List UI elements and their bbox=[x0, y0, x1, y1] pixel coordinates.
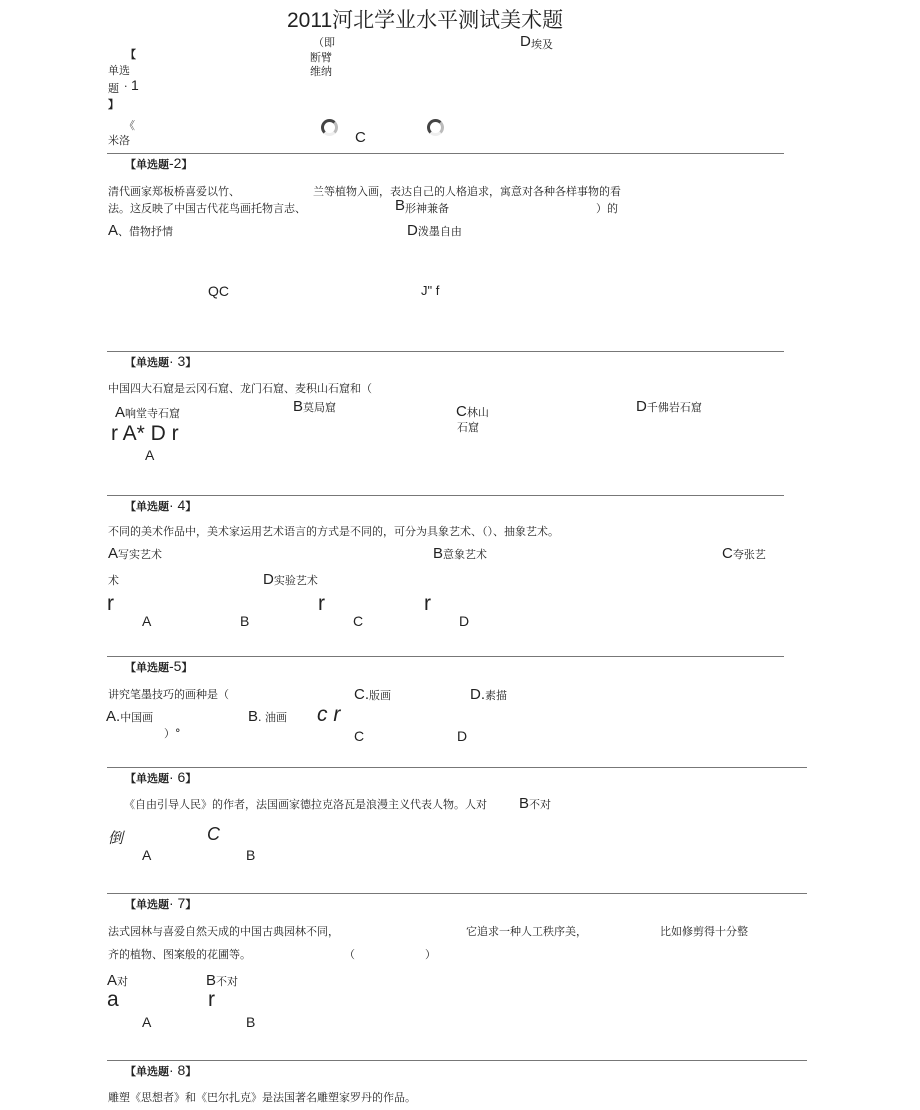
q7-radio-label-b: B bbox=[246, 1014, 256, 1030]
q6-radio-b[interactable]: C bbox=[207, 824, 220, 844]
divider bbox=[107, 893, 807, 894]
q7-option-a: A对 bbox=[107, 972, 129, 989]
q5-option-c: C.版画 bbox=[354, 686, 391, 703]
q4-radio-label-a: A bbox=[142, 613, 152, 629]
q4-option-d: D实验艺术 bbox=[263, 571, 318, 588]
q2-option-a: A、借物抒情 bbox=[108, 222, 174, 239]
q5-radio-cr[interactable]: c r bbox=[317, 703, 341, 726]
divider bbox=[107, 1060, 807, 1061]
q1-radio-d-icon[interactable] bbox=[427, 119, 444, 136]
q4-radio-label-b: B bbox=[240, 613, 250, 629]
q3-option-d: D千佛岩石窟 bbox=[636, 398, 702, 415]
q1-number: 1 bbox=[131, 77, 139, 93]
q7-stem-line1-a: 法式园林与喜爱自然天成的中国古典园林不同， bbox=[108, 925, 339, 938]
divider bbox=[107, 656, 784, 657]
q7-paren-close: ） bbox=[425, 948, 436, 961]
q1-radio-c-letter: C bbox=[355, 129, 366, 146]
q6-option-b: B不对 bbox=[519, 795, 552, 812]
q7-radio-a[interactable]: a bbox=[107, 988, 119, 1011]
q1-fragment-quote: 《 bbox=[124, 119, 135, 132]
q3-option-b: B莫局窟 bbox=[293, 398, 337, 415]
q1-radio-b-icon[interactable] bbox=[321, 119, 338, 136]
q1-label-b: 题 bbox=[108, 82, 119, 95]
q1-label-a: 单选 bbox=[108, 64, 130, 77]
page-title: 2011河北学业水平测试美术题 bbox=[287, 9, 564, 32]
q4-option-c-text2: 术 bbox=[108, 574, 119, 587]
q7-radio-label-a: A bbox=[142, 1014, 152, 1030]
q1-option-d-text: 埃及 bbox=[531, 38, 553, 51]
q1-fragment-miluo: 米洛 bbox=[108, 134, 130, 147]
q7-radio-b[interactable]: r bbox=[208, 988, 215, 1011]
q2-option-b-letter: B bbox=[395, 197, 406, 214]
q3-option-a: A响堂寺石窟 bbox=[115, 404, 181, 421]
q4-header: 【单选题· 4】 bbox=[125, 497, 197, 513]
q2-radio-qc[interactable]: QC bbox=[208, 283, 229, 299]
q1-header-close: 】 bbox=[108, 98, 119, 111]
q4-radio-c[interactable]: r bbox=[318, 592, 325, 615]
q2-option-d: D泼墨自由 bbox=[407, 222, 462, 239]
q4-radio-label-c: C bbox=[353, 613, 364, 629]
q5-header: 【单选题-5】 bbox=[125, 658, 193, 674]
q2-stem-line2-c: ）的 bbox=[596, 202, 618, 215]
q6-radio-label-b: B bbox=[246, 847, 256, 863]
q7-stem-line1-c: 比如修剪得十分整 bbox=[660, 925, 748, 938]
q1-fragment-duanbi: 断臂 bbox=[310, 51, 332, 64]
q5-stem: 讲究笔墨技巧的画种是（ bbox=[108, 688, 229, 701]
q3-stem: 中国四大石窟是云冈石窟、龙门石窟、麦积山石窟和（ bbox=[108, 382, 372, 395]
q1-num-dot: · bbox=[124, 80, 128, 93]
q1-fragment-paren: （即 bbox=[313, 36, 335, 49]
q2-stem-line2-a: 法。这反映了中国古代花鸟画托物言志、 bbox=[108, 202, 306, 215]
q7-stem-line2: 齐的植物、图案般的花圃等。 bbox=[108, 948, 251, 961]
q2-stem-line1-a: 清代画家郑板桥喜爱以竹、 bbox=[108, 185, 240, 198]
q5-radio-label-d: D bbox=[457, 728, 468, 744]
q8-stem: 雕塑《思想者》和《巴尔扎克》是法国著名雕塑家罗丹的作品。 bbox=[108, 1091, 416, 1104]
q2-option-b-text: 形神兼备 bbox=[405, 202, 449, 215]
q6-radio-a[interactable]: 倒 bbox=[108, 829, 124, 847]
q3-radio-row[interactable]: r A* D r bbox=[111, 422, 179, 445]
divider bbox=[107, 351, 784, 352]
q4-radio-label-d: D bbox=[459, 613, 470, 629]
divider bbox=[107, 767, 807, 768]
q3-radio-label-a: A bbox=[145, 447, 155, 463]
q1-fragment-cut: 维纳 bbox=[310, 65, 332, 78]
q6-radio-label-a: A bbox=[142, 847, 152, 863]
q7-header: 【单选题· 7】 bbox=[125, 895, 197, 911]
q3-option-c-text2: 石窟 bbox=[457, 421, 479, 434]
q1-option-d-letter: D bbox=[520, 33, 531, 50]
q2-stem-line1-b: 兰等植物入画，表达自己的人格追求，寓意对各种各样事物的看 bbox=[313, 185, 621, 198]
q8-header: 【单选题· 8】 bbox=[125, 1062, 197, 1078]
q4-stem: 不同的美术作品中，美术家运用艺术语言的方式是不同的，可分为具象艺术、（）、抽象艺术。 bbox=[108, 525, 559, 538]
q5-paren-close: ）° bbox=[164, 727, 181, 740]
divider bbox=[107, 153, 784, 154]
q4-radio-a[interactable]: r bbox=[107, 592, 114, 615]
q4-radio-d[interactable]: r bbox=[424, 592, 431, 615]
divider bbox=[107, 495, 784, 496]
q2-radio-jf[interactable]: J" f bbox=[421, 283, 440, 298]
q3-option-c: C林山 bbox=[456, 403, 489, 420]
q1-header-open: 【 bbox=[125, 48, 136, 61]
q2-header: 【单选题-2】 bbox=[125, 155, 193, 171]
q5-option-d: D.素描 bbox=[470, 686, 507, 703]
q3-header: 【单选题· 3】 bbox=[125, 353, 197, 369]
q6-stem: 《自由引导人民》的作者，法国画家德拉克洛瓦是浪漫主义代表人物。人对 bbox=[124, 798, 487, 811]
q5-radio-label-c: C bbox=[354, 728, 365, 744]
q5-option-b: B. 油画 bbox=[248, 708, 288, 725]
q4-option-a: A写实艺术 bbox=[108, 545, 163, 562]
q7-stem-line1-b: 它追求一种人工秩序美， bbox=[466, 925, 587, 938]
q7-paren-open: （ bbox=[344, 948, 355, 961]
q7-option-b: B不对 bbox=[206, 972, 239, 989]
q6-header: 【单选题· 6】 bbox=[125, 769, 197, 785]
q5-option-a: A.中国画 bbox=[106, 708, 154, 725]
q4-option-c: C夸张艺 bbox=[722, 545, 766, 562]
q4-option-b: B意象艺术 bbox=[433, 545, 488, 562]
